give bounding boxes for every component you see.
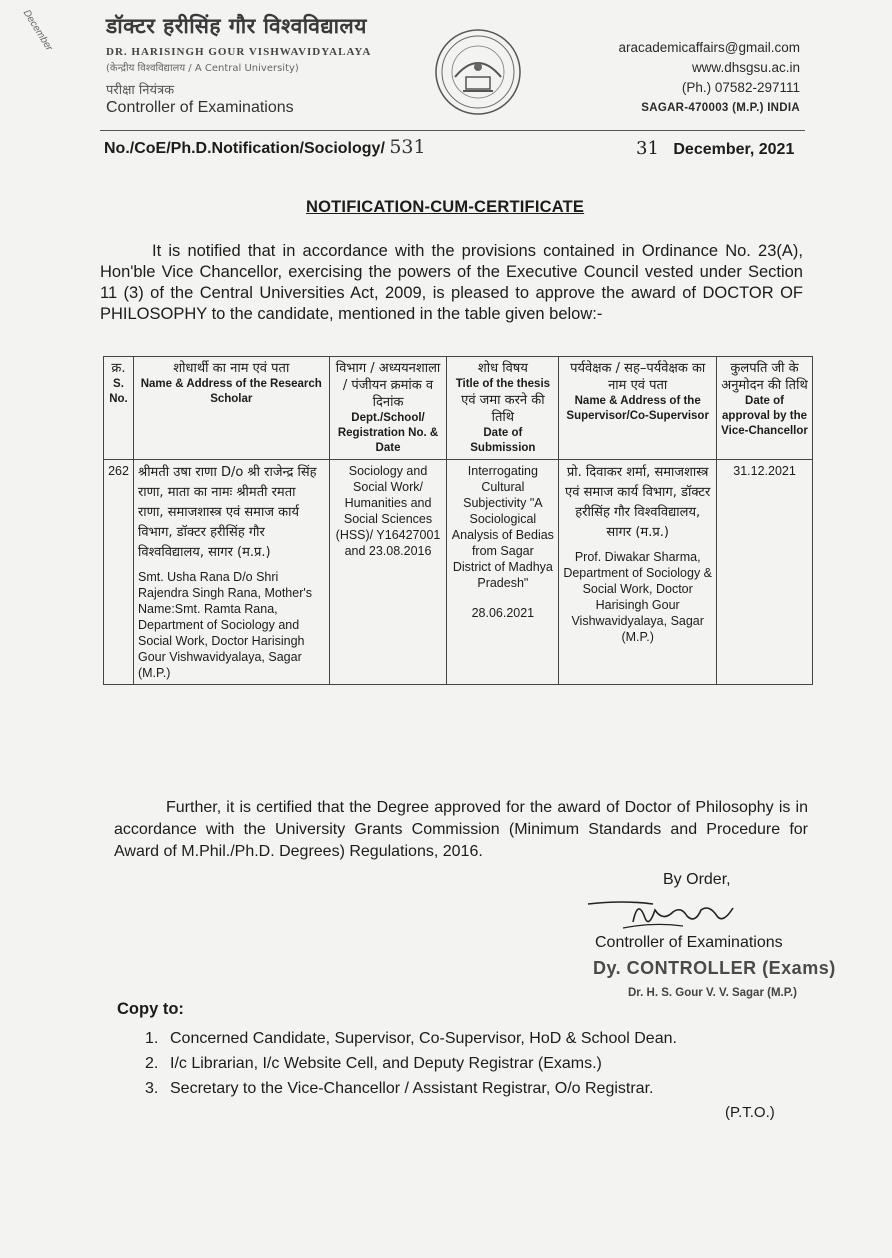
- list-item: 1. Concerned Candidate, Supervisor, Co-Supervisor, HoD & School Dean.: [145, 1030, 677, 1047]
- submission-date: 28.06.2021: [471, 606, 535, 620]
- header-vc-approval: कुलपति जी के अनुमोदन की तिथि Date of approval by the Vice-Chancellor: [717, 357, 813, 460]
- office-name-hindi: परीक्षा नियंत्रक: [106, 83, 175, 98]
- header-scholar: शोधार्थी का नाम एवं पता Name & Address of the Research Scholar: [133, 357, 329, 460]
- office-stamp-line1: Dy. CONTROLLER (Exams): [593, 958, 836, 978]
- copy-to-label: Copy to:: [117, 1000, 184, 1018]
- cell-supervisor: [559, 460, 717, 685]
- page-turn-over: (P.T.O.): [725, 1104, 775, 1121]
- cell-sno: 262: [104, 460, 134, 685]
- contact-phone: (Ph.) 07582-297111: [681, 80, 800, 95]
- university-seal-icon: [433, 27, 523, 117]
- cell-department: Sociology and Social Work/ Humanities and Social Sciences (HSS)/ Y16427001 and 23.08.2016: [329, 460, 447, 685]
- contact-website: www.dhsgsu.ac.in: [691, 60, 800, 75]
- certification-paragraph: Further, it is certified that the Degree approved for the award of Doctor of Philosophy is in accordance with the University Grants Commission (Minimum Standards and Procedure for Award of M.Phil./Ph.D. Degrees) Regulations, 2016.: [114, 799, 808, 860]
- header-supervisor: पर्यवेक्षक / सह–पर्यवेक्षक का नाम एवं पता Name & Address of the Supervisor/Co-Supervisor: [559, 357, 717, 460]
- candidate-table: [103, 356, 813, 685]
- cell-thesis: [447, 460, 559, 685]
- copy-to-list: [145, 1026, 677, 1101]
- table-row: [104, 460, 813, 685]
- contact-block: [618, 38, 800, 118]
- list-item: 3. Secretary to the Vice-Chancellor / Assistant Registrar, O/o Registrar.: [145, 1080, 654, 1097]
- header-thesis: शोध विषय Title of the thesis एवं जमा करने की तिथि Date of Submission: [447, 357, 559, 460]
- university-subtitle: (केन्द्रीय विश्वविद्यालय / A Central University): [106, 63, 299, 74]
- university-name-english: DR. HARISINGH GOUR VISHWAVIDYALAYA: [106, 46, 372, 58]
- reference-date: [636, 138, 794, 159]
- office-stamp-line2: Dr. H. S. Gour V. V. Sagar (M.P.): [628, 987, 797, 999]
- signature-icon: [583, 892, 753, 936]
- reference-day-handwritten: 31: [636, 138, 659, 159]
- by-order: By Order,: [663, 871, 731, 888]
- scholar-name-english: Smt. Usha Rana D/o Shri Rajendra Singh Rana, Mother's Name:Smt. Ramta Rana, Department of Sociology and Social Work, Doctor Harisingh Gour Vishwavidyalaya, Sagar (M.P.): [137, 570, 312, 680]
- list-item: 2. I/c Librarian, I/c Website Cell, and Deputy Registrar (Exams.): [145, 1055, 602, 1072]
- supervisor-hindi: प्रो. दिवाकर शर्मा, समाजशास्त्र एवं समाज कार्य विभाग, डॉक्टर हरीसिंह गौर विश्वविद्यालय, सागर (म.प्र.): [565, 465, 711, 540]
- office-name-english: Controller of Examinations: [106, 99, 294, 116]
- reference-number: [104, 136, 426, 158]
- header-divider: [100, 130, 805, 131]
- header-sno: क्र. S. No.: [104, 357, 134, 460]
- table-header-row: [104, 357, 813, 460]
- contact-email: aracademicaffairs@gmail.com: [618, 40, 800, 55]
- university-name-hindi: डॉक्टर हरीसिंह गौर विश्वविद्यालय: [106, 14, 367, 38]
- thesis-title: Interrogating Cultural Subjectivity "A Sociological Analysis of Bedias from Sagar District of Madhya Pradesh": [451, 464, 554, 590]
- document-title: NOTIFICATION-CUM-CERTIFICATE: [306, 198, 585, 216]
- reference-prefix: No./CoE/Ph.D.Notification/Sociology/: [104, 140, 385, 157]
- supervisor-english: Prof. Diwakar Sharma, Department of Sociology & Social Work, Doctor Harisingh Gour Vishwavidyalaya, Sagar (M.P.): [563, 550, 713, 644]
- cell-vc-date: 31.12.2021: [717, 460, 813, 685]
- university-header: [106, 12, 426, 117]
- contact-address: SAGAR-470003 (M.P.) INDIA: [641, 102, 800, 114]
- notification-paragraph: It is notified that in accordance with the provisions contained in Ordinance No. 23(A), Hon'ble Vice Chancellor, exercising the powers of the Executive Council vested under Section 11 (3) of the Central Universities Act, 2009, is pleased to approve the award of DOCTOR OF PHILOSOPHY to the candidate, mentioned in the table given below:-: [100, 242, 803, 323]
- scholar-name-hindi: श्रीमती उषा राणा D/o श्री राजेन्द्र सिंह राणा, माता का नामः श्रीमती रमता राणा, समाजशास्त्र एवं समाज कार्य विभाग, डॉक्टर हरीसिंह गौर विश्वविद्यालय, सागर (म.प्र.): [137, 465, 317, 560]
- side-handwritten-mark: December: [20, 8, 55, 53]
- reference-month-year: December, 2021: [673, 141, 795, 158]
- reference-handwritten-number: 531: [389, 136, 426, 158]
- header-department: विभाग / अध्ययनशाला / पंजीयन क्रमांक व दिनांक Dept./School/ Registration No. & Date: [329, 357, 447, 460]
- signatory-designation: Controller of Examinations: [595, 934, 783, 951]
- cell-scholar: [133, 460, 329, 685]
